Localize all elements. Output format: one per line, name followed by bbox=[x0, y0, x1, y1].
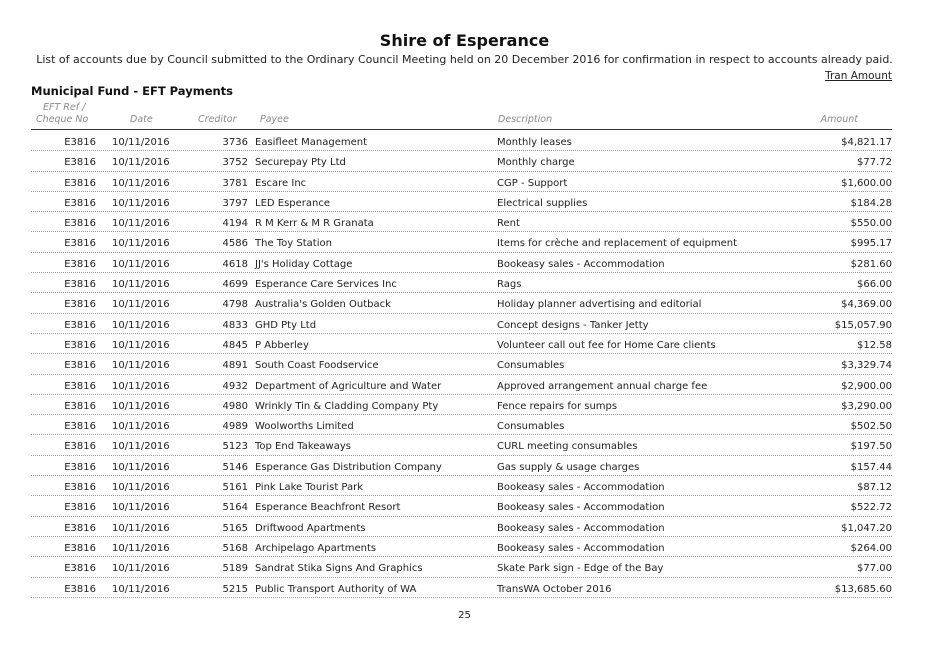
cell-description: Consumables bbox=[497, 360, 565, 372]
section-heading: Municipal Fund - EFT Payments bbox=[31, 84, 234, 98]
cell-eft-ref: E3816 bbox=[64, 299, 96, 311]
cell-creditor: 5189 bbox=[222, 563, 248, 575]
col-header-amount: Amount bbox=[820, 114, 858, 125]
cell-description: TransWA October 2016 bbox=[497, 583, 612, 595]
cell-description: Bookeasy sales - Accommodation bbox=[497, 542, 665, 554]
col-header-ref-line2: Cheque No bbox=[36, 114, 89, 125]
cell-amount: $13,685.60 bbox=[834, 583, 892, 595]
cell-date: 10/11/2016 bbox=[112, 319, 170, 331]
col-header-date: Date bbox=[130, 114, 153, 125]
table-row bbox=[0, 437, 929, 457]
cell-eft-ref: E3816 bbox=[64, 502, 96, 514]
cell-payee: GHD Pty Ltd bbox=[255, 319, 317, 331]
cell-eft-ref: E3816 bbox=[64, 421, 96, 433]
cell-amount: $184.28 bbox=[850, 197, 892, 209]
cell-eft-ref: E3816 bbox=[64, 400, 96, 412]
cell-payee: R M Kerr & M R Granata bbox=[255, 218, 374, 230]
cell-eft-ref: E3816 bbox=[64, 339, 96, 351]
table-row bbox=[0, 295, 929, 315]
col-header-description: Description bbox=[498, 114, 553, 125]
cell-amount: $77.72 bbox=[857, 157, 892, 169]
cell-amount: $3,329.74 bbox=[841, 360, 892, 372]
cell-description: Fence repairs for sumps bbox=[497, 400, 618, 412]
col-header-ref-line1: EFT Ref / bbox=[43, 102, 86, 113]
cell-amount: $4,369.00 bbox=[841, 299, 892, 311]
cell-amount: $15,057.90 bbox=[834, 319, 892, 331]
page-number: 25 bbox=[458, 610, 471, 621]
cell-amount: $502.50 bbox=[850, 421, 892, 433]
cell-description: Bookeasy sales - Accommodation bbox=[497, 482, 665, 494]
payments-table-body bbox=[0, 133, 929, 600]
cell-creditor: 4989 bbox=[222, 421, 248, 433]
table-row bbox=[0, 356, 929, 376]
cell-eft-ref: E3816 bbox=[64, 583, 96, 595]
table-row bbox=[0, 559, 929, 579]
cell-creditor: 4891 bbox=[222, 360, 248, 372]
col-header-payee: Payee bbox=[260, 114, 289, 125]
cell-date: 10/11/2016 bbox=[112, 421, 170, 433]
document-title: Shire of Esperance bbox=[379, 31, 550, 50]
cell-payee: Top End Takeaways bbox=[255, 441, 351, 453]
cell-creditor: 3781 bbox=[222, 177, 248, 189]
cell-description: Gas supply & usage charges bbox=[497, 461, 640, 473]
cell-payee: The Toy Station bbox=[255, 238, 332, 250]
cell-date: 10/11/2016 bbox=[112, 482, 170, 494]
cell-eft-ref: E3816 bbox=[64, 258, 96, 270]
cell-eft-ref: E3816 bbox=[64, 218, 96, 230]
cell-creditor: 5168 bbox=[222, 542, 248, 554]
cell-amount: $66.00 bbox=[857, 279, 892, 291]
cell-payee: Securepay Pty Ltd bbox=[255, 157, 346, 169]
cell-eft-ref: E3816 bbox=[64, 522, 96, 534]
cell-amount: $550.00 bbox=[850, 218, 892, 230]
cell-creditor: 5123 bbox=[222, 441, 248, 453]
cell-amount: $77.00 bbox=[857, 563, 892, 575]
cell-creditor: 5164 bbox=[222, 502, 248, 514]
cell-amount: $995.17 bbox=[850, 238, 892, 250]
header-divider bbox=[31, 129, 892, 130]
cell-date: 10/11/2016 bbox=[112, 258, 170, 270]
cell-date: 10/11/2016 bbox=[112, 542, 170, 554]
table-row bbox=[0, 498, 929, 518]
cell-description: CGP - Support bbox=[497, 177, 568, 189]
cell-payee: Esperance Gas Distribution Company bbox=[255, 461, 442, 473]
table-row bbox=[0, 255, 929, 275]
cell-date: 10/11/2016 bbox=[112, 177, 170, 189]
cell-eft-ref: E3816 bbox=[64, 441, 96, 453]
cell-amount: $2,900.00 bbox=[841, 380, 892, 392]
document-subtitle: List of accounts due by Council submitted to the Ordinary Council Meeting held on 20 December 2016 for confirmation in respect to accounts already paid. bbox=[36, 53, 893, 66]
cell-amount: $1,047.20 bbox=[841, 522, 892, 534]
col-header-creditor: Creditor bbox=[198, 114, 237, 125]
cell-amount: $12.58 bbox=[857, 339, 892, 351]
cell-payee: Easifleet Management bbox=[255, 137, 368, 148]
cell-payee: JJ's Holiday Cottage bbox=[255, 258, 353, 270]
cell-date: 10/11/2016 bbox=[112, 339, 170, 351]
cell-eft-ref: E3816 bbox=[64, 137, 96, 148]
cell-date: 10/11/2016 bbox=[112, 218, 170, 230]
cell-eft-ref: E3816 bbox=[64, 563, 96, 575]
cell-description: Monthly leases bbox=[497, 137, 572, 148]
cell-eft-ref: E3816 bbox=[64, 461, 96, 473]
cell-eft-ref: E3816 bbox=[64, 157, 96, 169]
cell-payee: Sandrat Stika Signs And Graphics bbox=[255, 563, 423, 575]
cell-eft-ref: E3816 bbox=[64, 238, 96, 250]
cell-amount: $1,600.00 bbox=[841, 177, 892, 189]
cell-payee: Public Transport Authority of WA bbox=[255, 583, 417, 595]
cell-eft-ref: E3816 bbox=[64, 380, 96, 392]
table-row bbox=[0, 153, 929, 173]
cell-date: 10/11/2016 bbox=[112, 441, 170, 453]
cell-creditor: 4699 bbox=[222, 279, 248, 291]
cell-description: Bookeasy sales - Accommodation bbox=[497, 502, 665, 514]
cell-eft-ref: E3816 bbox=[64, 542, 96, 554]
cell-payee: Australia's Golden Outback bbox=[255, 299, 391, 311]
cell-payee: Esperance Beachfront Resort bbox=[255, 502, 401, 514]
cell-creditor: 4618 bbox=[222, 258, 248, 270]
cell-amount: $157.44 bbox=[850, 461, 892, 473]
cell-date: 10/11/2016 bbox=[112, 400, 170, 412]
cell-payee: LED Esperance bbox=[255, 197, 331, 209]
cell-eft-ref: E3816 bbox=[64, 177, 96, 189]
cell-eft-ref: E3816 bbox=[64, 197, 96, 209]
tran-amount-label: Tran Amount bbox=[825, 70, 892, 82]
cell-payee: Pink Lake Tourist Park bbox=[255, 482, 364, 494]
cell-description: Items for crèche and replacement of equipment bbox=[497, 238, 737, 250]
cell-payee: Esperance Care Services Inc bbox=[255, 279, 397, 291]
table-row bbox=[0, 133, 929, 153]
table-row bbox=[0, 174, 929, 194]
cell-creditor: 3752 bbox=[222, 157, 248, 169]
table-row bbox=[0, 336, 929, 356]
cell-description: Monthly charge bbox=[497, 157, 575, 169]
cell-amount: $522.72 bbox=[850, 502, 892, 514]
cell-amount: $3,290.00 bbox=[841, 400, 892, 412]
table-row bbox=[0, 478, 929, 498]
cell-creditor: 4932 bbox=[222, 380, 248, 392]
cell-date: 10/11/2016 bbox=[112, 137, 170, 148]
cell-creditor: 4845 bbox=[222, 339, 248, 351]
table-row bbox=[0, 194, 929, 214]
cell-creditor: 3797 bbox=[222, 197, 248, 209]
table-row bbox=[0, 580, 929, 600]
cell-eft-ref: E3816 bbox=[64, 279, 96, 291]
cell-payee: Department of Agriculture and Water bbox=[255, 380, 442, 392]
cell-description: CURL meeting consumables bbox=[497, 441, 638, 453]
cell-date: 10/11/2016 bbox=[112, 157, 170, 169]
cell-description: Electrical supplies bbox=[497, 197, 588, 209]
cell-amount: $87.12 bbox=[857, 482, 892, 494]
cell-payee: Escare Inc bbox=[255, 177, 307, 189]
cell-date: 10/11/2016 bbox=[112, 502, 170, 514]
cell-eft-ref: E3816 bbox=[64, 360, 96, 372]
cell-creditor: 5215 bbox=[222, 583, 248, 595]
cell-payee: Archipelago Apartments bbox=[255, 542, 377, 554]
cell-date: 10/11/2016 bbox=[112, 522, 170, 534]
cell-creditor: 5161 bbox=[222, 482, 248, 494]
table-row bbox=[0, 377, 929, 397]
cell-creditor: 5146 bbox=[222, 461, 248, 473]
cell-payee: Wrinkly Tin & Cladding Company Pty bbox=[255, 400, 439, 412]
table-row bbox=[0, 519, 929, 539]
table-row bbox=[0, 316, 929, 336]
cell-creditor: 4194 bbox=[222, 218, 248, 230]
cell-amount: $197.50 bbox=[850, 441, 892, 453]
cell-amount: $4,821.17 bbox=[841, 137, 892, 148]
cell-date: 10/11/2016 bbox=[112, 563, 170, 575]
cell-description: Volunteer call out fee for Home Care clients bbox=[497, 339, 716, 351]
table-row bbox=[0, 214, 929, 234]
cell-creditor: 3736 bbox=[222, 137, 248, 148]
cell-date: 10/11/2016 bbox=[112, 197, 170, 209]
cell-payee: Woolworths Limited bbox=[255, 421, 354, 433]
table-row bbox=[0, 397, 929, 417]
cell-eft-ref: E3816 bbox=[64, 319, 96, 331]
cell-payee: Driftwood Apartments bbox=[255, 522, 366, 534]
cell-date: 10/11/2016 bbox=[112, 279, 170, 291]
cell-description: Approved arrangement annual charge fee bbox=[497, 380, 708, 392]
table-row bbox=[0, 539, 929, 559]
cell-amount: $264.00 bbox=[850, 542, 892, 554]
cell-creditor: 4798 bbox=[222, 299, 248, 311]
cell-description: Bookeasy sales - Accommodation bbox=[497, 258, 665, 270]
table-row bbox=[0, 417, 929, 437]
cell-creditor: 5165 bbox=[222, 522, 248, 534]
cell-description: Rent bbox=[497, 218, 520, 230]
cell-description: Consumables bbox=[497, 421, 565, 433]
cell-description: Bookeasy sales - Accommodation bbox=[497, 522, 665, 534]
cell-creditor: 4980 bbox=[222, 400, 248, 412]
cell-description: Holiday planner advertising and editorial bbox=[497, 299, 702, 311]
cell-date: 10/11/2016 bbox=[112, 299, 170, 311]
cell-description: Rags bbox=[497, 279, 522, 291]
cell-payee: P Abberley bbox=[255, 339, 309, 351]
table-row bbox=[0, 458, 929, 478]
cell-payee: South Coast Foodservice bbox=[255, 360, 379, 372]
cell-amount: $281.60 bbox=[850, 258, 892, 270]
table-row bbox=[0, 275, 929, 295]
table-row bbox=[0, 234, 929, 254]
cell-date: 10/11/2016 bbox=[112, 461, 170, 473]
cell-date: 10/11/2016 bbox=[112, 238, 170, 250]
cell-description: Concept designs - Tanker Jetty bbox=[497, 319, 649, 331]
cell-creditor: 4833 bbox=[222, 319, 248, 331]
cell-creditor: 4586 bbox=[222, 238, 248, 250]
cell-date: 10/11/2016 bbox=[112, 380, 170, 392]
cell-date: 10/11/2016 bbox=[112, 583, 170, 595]
cell-eft-ref: E3816 bbox=[64, 482, 96, 494]
cell-description: Skate Park sign - Edge of the Bay bbox=[497, 563, 664, 575]
cell-date: 10/11/2016 bbox=[112, 360, 170, 372]
